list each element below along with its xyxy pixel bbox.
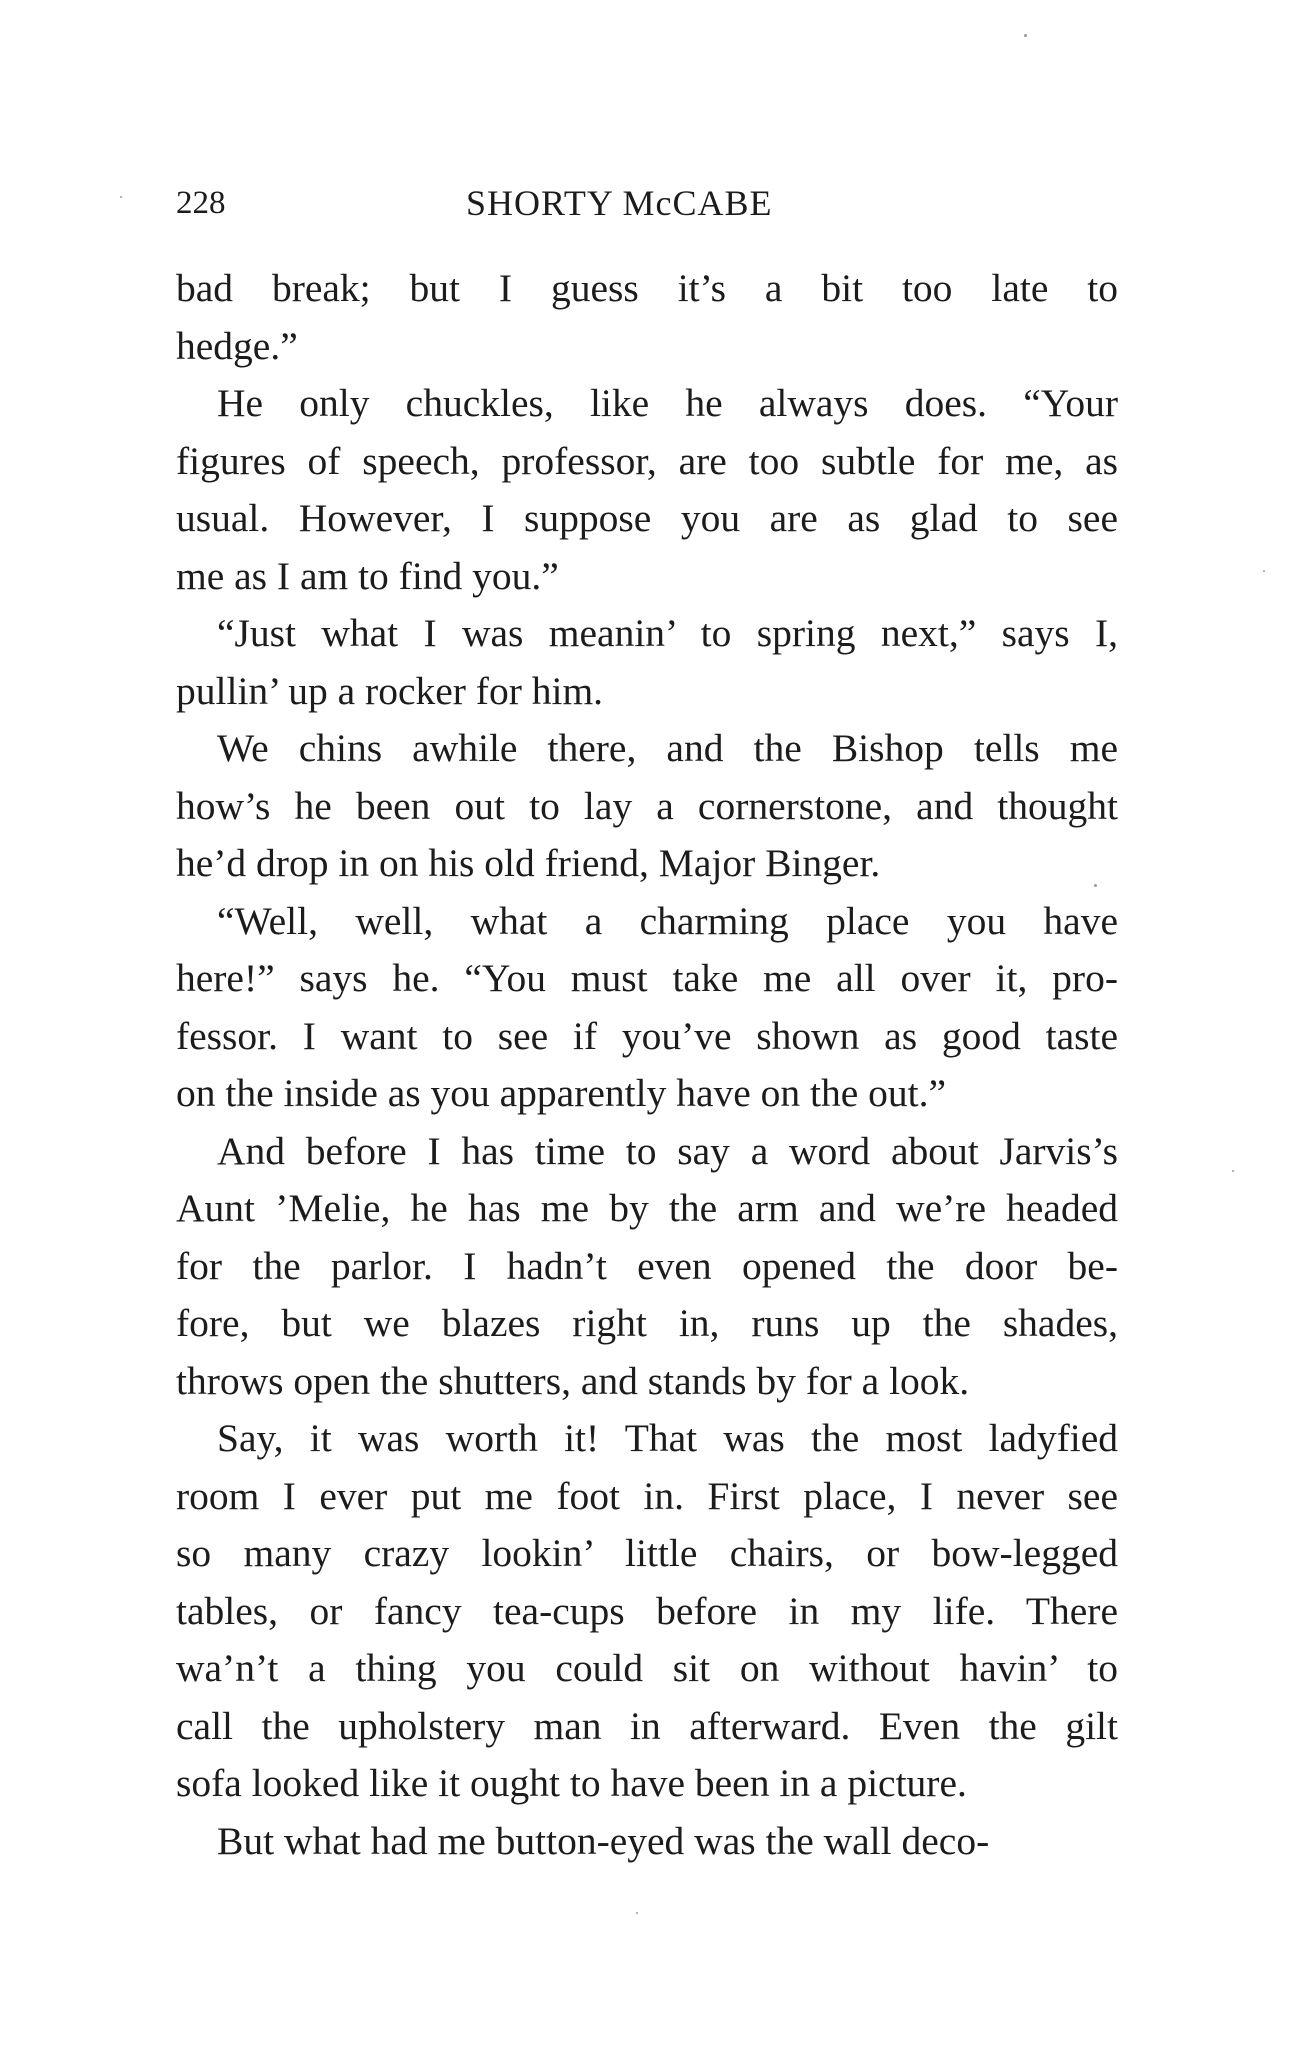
paper-speck — [636, 1912, 638, 1914]
text-line: He only chuckles, like he always does. “Your — [217, 381, 1118, 425]
page-number: 228 — [176, 185, 226, 221]
text-line: sofa looked like it ought to have been in a picture. — [176, 1761, 967, 1805]
text-line: But what had me button-eyed was the wall deco- — [217, 1818, 990, 1863]
text-line: Aunt ’Melie, he has me by the arm and we’re headed — [176, 1186, 1118, 1230]
text-line: We chins awhile there, and the Bishop tells me — [217, 726, 1118, 770]
text-line: hedge.” — [176, 323, 298, 368]
text-line: on the inside as you apparently have on the out.” — [176, 1071, 947, 1115]
text-line: throws open the shutters, and stands by for a look. — [176, 1358, 970, 1403]
text-line: here!” says he. “You must take me all over it, pro- — [176, 956, 1118, 1000]
text-line: pullin’ up a rocker for him. — [176, 668, 604, 713]
text-line: And before I has time to say a word about Jarvis’s — [217, 1128, 1118, 1173]
text-line: room I ever put me foot in. First place, I never see — [176, 1473, 1118, 1518]
text-line: so many crazy lookin’ little chairs, or bow-legged — [176, 1531, 1118, 1575]
paper-speck — [1232, 1170, 1234, 1172]
text-line: me as I am to find you.” — [176, 553, 559, 598]
text-line: for the parlor. I hadn’t even opened the door be- — [176, 1243, 1118, 1288]
text-line: wa’n’t a thing you could sit on without havin’ to — [176, 1646, 1118, 1690]
text-line: figures of speech, professor, are too subtle for me, as — [176, 438, 1118, 483]
text-line: fore, but we blazes right in, runs up the shades, — [176, 1301, 1118, 1345]
paper-speck — [1024, 34, 1027, 37]
paper-speck — [1094, 884, 1097, 887]
text-line: call the upholstery man in afterward. Even the gilt — [176, 1703, 1118, 1748]
page-header — [176, 178, 1116, 228]
text-line: “Well, well, what a charming place you have — [217, 898, 1118, 943]
text-line: “Just what I was meanin’ to spring next,” says I, — [217, 611, 1118, 655]
running-title: SHORTY McCABE — [466, 183, 773, 223]
text-line: how’s he been out to lay a cornerstone, and thought — [176, 783, 1118, 828]
text-line: fessor. I want to see if you’ve shown as good taste — [176, 1013, 1118, 1058]
text-line: usual. However, I suppose you are as glad to see — [176, 496, 1118, 540]
body-text — [176, 260, 1118, 1870]
text-line: Say, it was worth it! That was the most ladyfied — [217, 1416, 1118, 1460]
paper-speck — [120, 196, 122, 198]
paper-speck — [1263, 570, 1265, 572]
text-line: tables, or fancy tea-cups before in my life. There — [176, 1588, 1118, 1633]
text-line: he’d drop in on his old friend, Major Binger. — [176, 841, 881, 885]
text-line: bad break; but I guess it’s a bit too late to — [176, 266, 1118, 310]
